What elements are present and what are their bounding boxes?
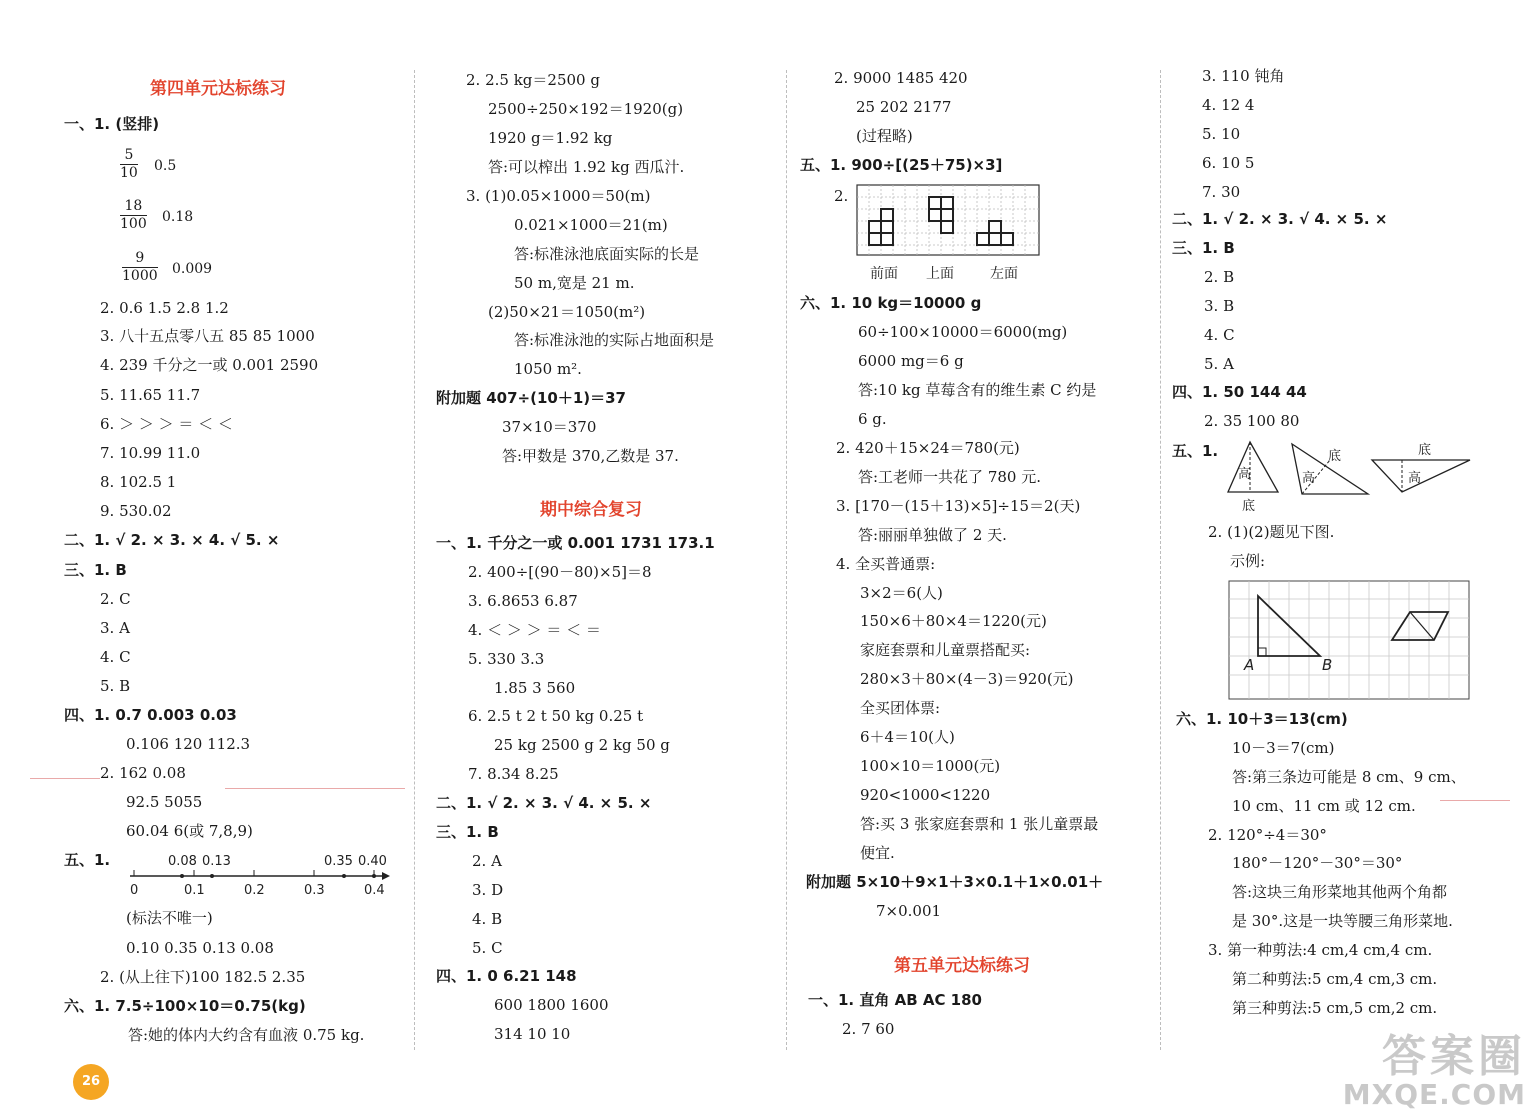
section-title: 第五单元达标练习	[894, 956, 1030, 976]
answer-line: 10 cm、11 cm 或 12 cm.	[1232, 797, 1416, 815]
answer-line: 4. ＜ ＞ ＞ ＝ ＜ ＝	[468, 621, 601, 639]
number-line-tick: 0.4	[364, 883, 385, 898]
answer-line: 2. 420＋15×24＝780(元)	[836, 439, 1020, 457]
answer-line: 6＋4＝10(人)	[860, 728, 955, 746]
triangle-height-label: 高	[1408, 471, 1422, 486]
answer-line: 5. 330 3.3	[468, 650, 545, 668]
answer-line: 三、1. B	[64, 561, 127, 579]
answer-line: 6. ＞ ＞ ＞ ＝ ＜ ＜	[100, 415, 233, 433]
answer-line: 4. C	[1204, 326, 1235, 344]
answer-line: 25 kg 2500 g 2 kg 50 g	[494, 736, 670, 754]
answer-line: 7. 8.34 8.25	[468, 765, 559, 783]
answer-line: 四、1. 0 6.21 148	[436, 967, 577, 985]
watermark-logo-text: 答案圈	[1382, 1031, 1526, 1082]
answer-line: 示例:	[1230, 552, 1266, 570]
answer-line: (过程略)	[856, 127, 913, 145]
number-line-tick: 0	[130, 883, 139, 898]
view-label: 上面	[926, 266, 954, 282]
answer-line: 2500÷250×192＝1920(g)	[488, 100, 684, 118]
answer-line: 答:买 3 张家庭套票和 1 张儿童票最	[860, 815, 1099, 833]
answer-line: 五、1.	[1172, 442, 1219, 460]
answer-line: 2.	[834, 187, 849, 205]
view-label: 左面	[990, 266, 1018, 282]
answer-line: 六、1. 7.5÷100×10＝0.75(kg)	[64, 997, 306, 1015]
answer-line: 2. A	[472, 852, 502, 870]
number-line-top-label: 0.40	[358, 854, 387, 869]
answer-line: 5. B	[100, 677, 131, 695]
answer-line: 答:丽丽单独做了 2 天.	[858, 526, 1007, 544]
answer-line: 五、1. 900÷[(25＋75)×3]	[800, 156, 1003, 174]
answer-line: 答:工老师一共花了 780 元.	[858, 468, 1041, 486]
answer-line: 第二种剪法:5 cm,4 cm,3 cm.	[1232, 970, 1438, 988]
answer-line: 150×6＋80×4＝1220(元)	[860, 612, 1047, 630]
answer-line: 1920 g＝1.92 kg	[488, 129, 613, 147]
answer-line: 6. 10 5	[1202, 154, 1255, 172]
answer-line: 四、1. 50 144 44	[1172, 383, 1307, 401]
fraction-numerator: 18	[124, 198, 143, 214]
watermark-url: MXQE.COM	[1342, 1078, 1526, 1111]
answer-line: 2. 162 0.08	[100, 764, 186, 782]
answer-line: 4. 全买普通票:	[836, 555, 936, 573]
answer-line: 50 m,宽是 21 m.	[514, 274, 635, 292]
answer-line: 2. 0.6 1.5 2.8 1.2	[100, 299, 229, 317]
grid-figure	[1228, 580, 1470, 700]
answer-line: 六、1. 10＋3＝13(cm)	[1176, 710, 1348, 728]
answer-line: 6 g.	[858, 410, 887, 428]
answer-line: 5. 11.65 11.7	[100, 386, 201, 404]
answer-line: 三、1. B	[436, 823, 499, 841]
answer-line: 1.85 3 560	[494, 679, 576, 697]
answer-line: 1050 m².	[514, 360, 582, 378]
answer-line: 280×3＋80×(4－3)＝920(元)	[860, 670, 1074, 688]
answer-line: 9. 530.02	[100, 502, 172, 520]
answer-line: 100×10＝1000(元)	[860, 757, 1001, 775]
answer-line: 25 202 2177	[856, 98, 952, 116]
answer-line: 0.106 120 112.3	[126, 735, 251, 753]
answer-line: 600 1800 1600	[494, 996, 609, 1014]
answer-line: 4. B	[472, 910, 503, 928]
number-line-tick: 0.1	[184, 883, 205, 898]
answer-line: 2. 400÷[(90－80)×5]＝8	[468, 563, 652, 581]
answer-line: 六、1. 10 kg＝10000 g	[800, 294, 982, 312]
answer-line: 0.10 0.35 0.13 0.08	[126, 939, 274, 957]
triangle-height-label: 高	[1302, 471, 1316, 486]
answer-line: 一、1. 直角 AB AC 180	[808, 991, 982, 1009]
answer-line: 答:10 kg 草莓含有的维生素 C 约是	[858, 381, 1097, 399]
answer-line: 附加题 5×10＋9×1＋3×0.1＋1×0.01＋	[806, 873, 1104, 891]
answer-line: 314 10 10	[494, 1025, 571, 1043]
answer-line: 8. 102.5 1	[100, 473, 177, 491]
fraction-denominator: 1000	[122, 268, 158, 284]
answer-line: 180°－120°－30°＝30°	[1232, 854, 1403, 872]
watermark	[1342, 1031, 1526, 1111]
answer-line: 答:标准泳池底面实际的长是	[514, 245, 700, 263]
answer-line: 二、1. √ 2. × 3. √ 4. × 5. ×	[1172, 210, 1388, 228]
answer-line: (标法不唯一)	[126, 909, 213, 927]
answer-line: 3. [170－(15＋13)×5]÷15＝2(天)	[836, 497, 1081, 515]
answer-line: 920<1000<1220	[860, 786, 991, 804]
answer-line: 4. 239 千分之一或 0.001 2590	[100, 356, 319, 374]
answer-line: 答:甲数是 370,乙数是 37.	[502, 447, 679, 465]
answer-line: 五、1.	[64, 851, 111, 869]
answer-line: 一、1. 千分之一或 0.001 1731 173.1	[436, 534, 715, 552]
page-number-badge: 26	[73, 1064, 109, 1100]
answer-line: 7. 10.99 11.0	[100, 444, 201, 462]
answer-line: 2. 35 100 80	[1204, 412, 1300, 430]
answer-line: 10－3＝7(cm)	[1232, 739, 1335, 757]
fraction-denominator: 10	[120, 165, 138, 181]
answer-line: 7×0.001	[876, 902, 942, 920]
answer-line: 3. 6.8653 6.87	[468, 592, 578, 610]
fraction-numerator: 9	[135, 250, 145, 266]
answer-line: 60÷100×10000＝6000(mg)	[858, 323, 1068, 341]
answer-line: 3. 第一种剪法:4 cm,4 cm,4 cm.	[1208, 941, 1433, 959]
answer-line: 7. 30	[1202, 183, 1241, 201]
answer-line: 二、1. √ 2. × 3. √ 4. × 5. ×	[436, 794, 652, 812]
answer-line: 3. 110 钝角	[1202, 67, 1285, 85]
answer-line: 2. C	[100, 590, 131, 608]
number-line-top-label: 0.35	[324, 854, 353, 869]
answer-line: 答:第三条边可能是 8 cm、9 cm、	[1232, 768, 1466, 786]
answer-line: 6. 2.5 t 2 t 50 kg 0.25 t	[468, 707, 644, 725]
answer-line: 全买团体票:	[860, 699, 941, 717]
answer-line: 4. 12 4	[1202, 96, 1255, 114]
triangle-height-label: 高	[1238, 467, 1252, 482]
answer-line: 2. (1)(2)题见下图.	[1208, 523, 1335, 541]
answer-line: (2)50×21＝1050(m²)	[488, 303, 646, 321]
answer-line: 5. A	[1204, 355, 1234, 373]
answer-line: 四、1. 0.7 0.003 0.03	[64, 706, 237, 724]
answer-line: 答:可以榨出 1.92 kg 西瓜汁.	[488, 158, 685, 176]
answer-line: 二、1. √ 2. × 3. × 4. √ 5. ×	[64, 531, 280, 549]
answer-line: 5. 10	[1202, 125, 1241, 143]
answer-line: 答:这块三角形菜地其他两个角都	[1232, 883, 1448, 901]
answer-line: 2. 9000 1485 420	[834, 69, 968, 87]
vertex-label: B	[1322, 656, 1333, 674]
answer-line: 是 30°.这是一块等腰三角形菜地.	[1232, 912, 1453, 930]
answer-line: 37×10＝370	[502, 418, 597, 436]
fraction-value: 0.18	[162, 209, 194, 225]
triangle-base-label: 底	[1242, 499, 1256, 514]
answer-line: 3. B	[1204, 297, 1235, 315]
number-line-top-label: 0.13	[202, 854, 231, 869]
answer-line: 6000 mg＝6 g	[858, 352, 964, 370]
answer-line: 附加题 407÷(10＋1)＝37	[436, 389, 626, 407]
answer-line: 0.021×1000＝21(m)	[514, 216, 668, 234]
answer-line: 3. 八十五点零八五 85 85 1000	[100, 327, 315, 345]
answer-line: 一、1. (竖排)	[64, 115, 160, 133]
answer-line: 便宜.	[860, 844, 895, 862]
answer-line: 3×2＝6(人)	[860, 584, 943, 602]
answer-line: 3. A	[100, 619, 130, 637]
answer-line: 2. (从上往下)100 182.5 2.35	[100, 968, 306, 986]
number-line-tick: 0.3	[304, 883, 325, 898]
triangle-base-label: 底	[1328, 449, 1342, 464]
answer-line: 60.04 6(或 7,8,9)	[126, 822, 253, 840]
triangle-heights-figure	[1222, 438, 1474, 518]
answer-line: 2. 120°÷4＝30°	[1208, 826, 1327, 844]
answer-line: 2. B	[1204, 268, 1235, 286]
answer-line: 2. 7 60	[842, 1020, 895, 1038]
fraction-value: 0.5	[154, 158, 177, 174]
number-line-tick: 0.2	[244, 883, 265, 898]
answer-line: 4. C	[100, 648, 131, 666]
fraction-value: 0.009	[172, 261, 213, 277]
answer-line: 第三种剪法:5 cm,5 cm,2 cm.	[1232, 999, 1438, 1017]
answer-line: 92.5 5055	[126, 793, 203, 811]
answer-line: 家庭套票和儿童票搭配买:	[860, 641, 1031, 659]
answer-line: 3. D	[472, 881, 504, 899]
answer-line: 答:她的体内大约含有血液 0.75 kg.	[128, 1026, 365, 1044]
answer-line: 答:标准泳池的实际占地面积是	[514, 331, 715, 349]
answer-line: 2. 2.5 kg＝2500 g	[466, 71, 600, 89]
triangle-base-label: 底	[1418, 443, 1432, 458]
fraction-numerator: 5	[124, 147, 134, 163]
view-label: 前面	[870, 266, 898, 282]
section-title: 期中综合复习	[540, 500, 642, 520]
vertex-label: A	[1244, 656, 1255, 674]
answer-line: 3. (1)0.05×1000＝50(m)	[466, 187, 651, 205]
number-line-top-label: 0.08	[168, 854, 197, 869]
answer-line: 三、1. B	[1172, 239, 1235, 257]
fraction-denominator: 100	[120, 216, 147, 232]
answer-line: 5. C	[472, 939, 503, 957]
section-title: 第四单元达标练习	[150, 79, 286, 99]
